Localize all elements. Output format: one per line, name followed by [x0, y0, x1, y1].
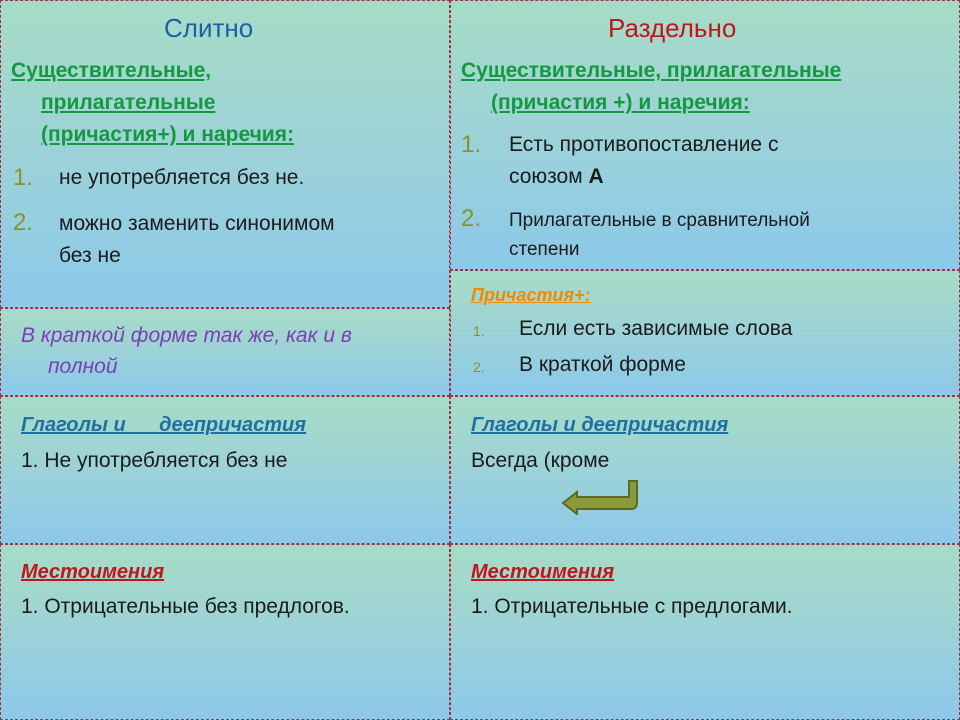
right-item-1-text-word: союзом — [509, 165, 583, 188]
right-item-2-text-line2: степени — [509, 239, 580, 260]
right-item-1-text-line1: Есть противопоставление с — [509, 133, 779, 156]
right-participles-item-2-text: В краткой форме — [519, 353, 686, 376]
return-arrow-icon[interactable] — [561, 479, 643, 515]
left-item-1-text: не употребляется без не. — [59, 166, 305, 189]
left-item-2-text-line2: без не — [59, 244, 121, 267]
left-short-form-line2: полной — [48, 355, 118, 378]
left-pronouns-text: 1. Отрицательные без предлогов. — [21, 595, 350, 618]
left-header: Слитно — [164, 13, 254, 43]
right-cell-main — [450, 0, 960, 270]
right-section-title-line1: Существительные, прилагательные — [461, 59, 842, 82]
right-item-1-number: 1. — [461, 131, 482, 158]
right-item-1-conjunction: А — [588, 165, 604, 188]
right-cell-participles — [450, 270, 960, 396]
right-item-1-text-line2 — [509, 165, 604, 189]
left-cell-main — [0, 0, 450, 308]
right-participles-item-2-number: 2. — [473, 359, 485, 375]
right-participles-item-1-number: 1. — [473, 323, 485, 339]
left-section-title-line1: Существительные, — [11, 59, 212, 82]
right-item-2-text-line1: Прилагательные в сравнительной — [509, 210, 810, 231]
right-participles-title: Причастия+: — [471, 285, 591, 305]
left-item-1-number: 1. — [13, 164, 34, 191]
left-cell-verbs — [0, 396, 450, 544]
right-verbs-text: Всегда (кроме — [471, 449, 610, 472]
left-pronouns-title: Местоимения — [21, 561, 165, 583]
right-cell-verbs — [450, 396, 960, 544]
left-section-title-line2: прилагательные — [41, 91, 216, 114]
left-section-title-line3: (причастия+) и наречия: — [41, 123, 294, 146]
left-verbs-title: Глаголы и деепричастия — [21, 414, 307, 436]
left-short-form-line1: В краткой форме так же, как и в — [21, 324, 352, 347]
right-participles-item-1-text: Если есть зависимые слова — [519, 317, 793, 340]
right-item-2-number: 2. — [461, 205, 482, 232]
left-verbs-text: 1. Не употребляется без не — [21, 449, 288, 472]
right-header: Раздельно — [608, 13, 737, 43]
left-cell-short-form — [0, 308, 450, 396]
left-item-2-text-line1: можно заменить синонимом — [59, 212, 335, 235]
right-verbs-title: Глаголы и деепричастия — [471, 414, 729, 436]
right-pronouns-text: 1. Отрицательные с предлогами. — [471, 595, 793, 618]
right-pronouns-title: Местоимения — [471, 561, 615, 583]
right-section-title-line2: (причастия +) и наречия: — [491, 91, 750, 114]
right-cell-pronouns — [450, 544, 960, 720]
left-cell-pronouns — [0, 544, 450, 720]
left-item-2-number: 2. — [13, 209, 34, 236]
